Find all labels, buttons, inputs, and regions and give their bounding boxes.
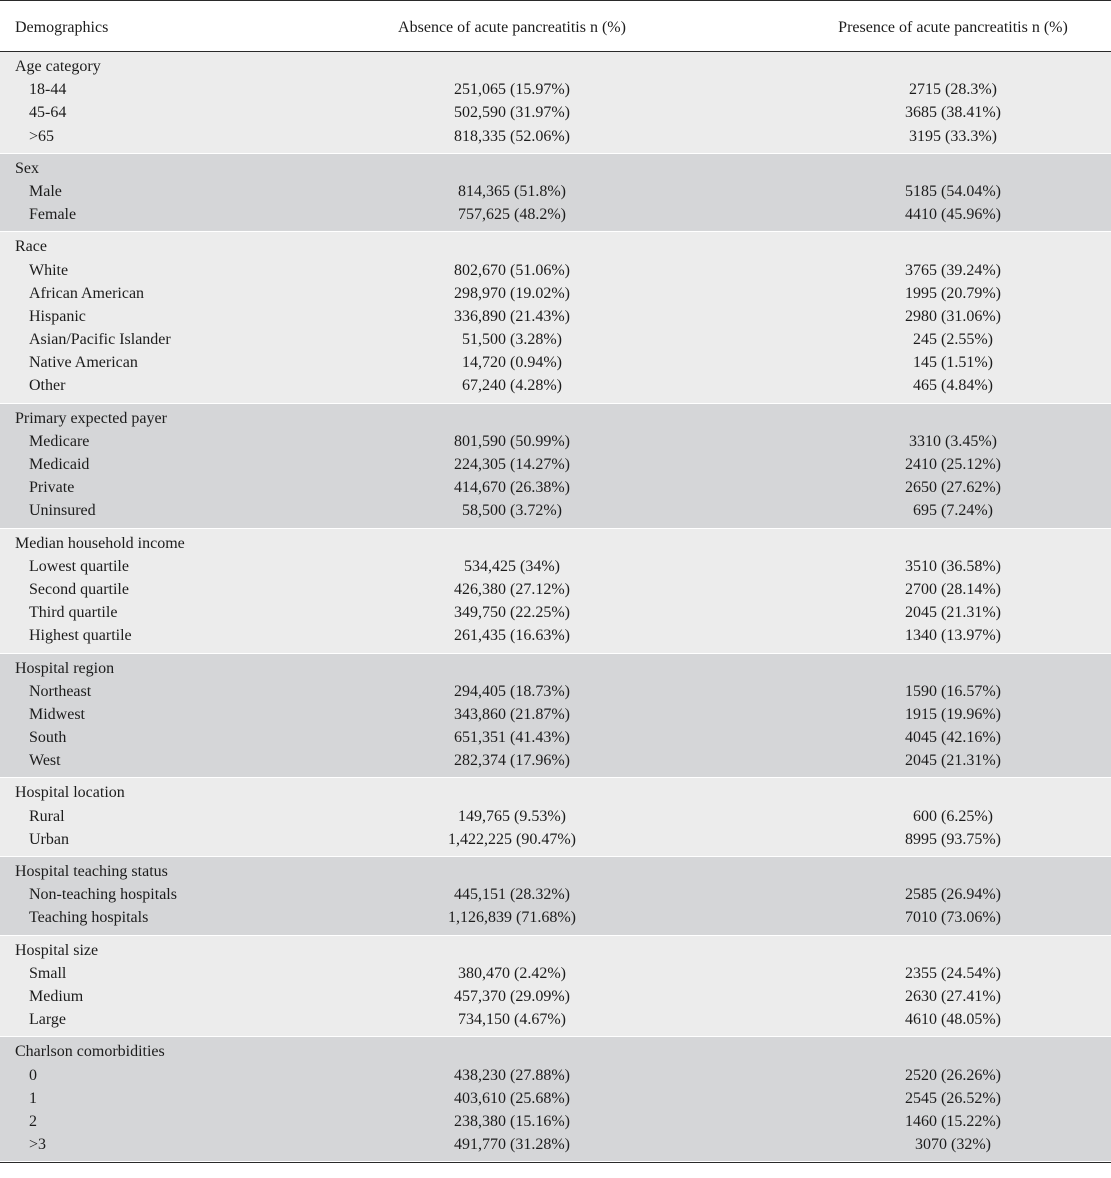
presence-value: 2520 (26.26%)	[905, 1066, 1001, 1084]
group-title-row	[0, 407, 1111, 430]
row-label: Hispanic	[29, 307, 86, 325]
absence-value: 251,065 (15.97%)	[454, 81, 570, 99]
presence-value: 7010 (73.06%)	[905, 909, 1001, 927]
table-row	[0, 476, 1111, 499]
table-row	[0, 703, 1111, 726]
table-group	[0, 52, 1111, 154]
row-label: Native American	[29, 354, 138, 372]
table-group	[0, 654, 1111, 779]
row-label: 1	[29, 1089, 37, 1107]
absence-value: 457,370 (29.09%)	[454, 987, 570, 1005]
group-title-row	[0, 55, 1111, 78]
absence-value: 58,500 (3.72%)	[462, 502, 562, 520]
presence-value: 2700 (28.14%)	[905, 580, 1001, 598]
table-row	[0, 180, 1111, 203]
group-title: Hospital size	[15, 941, 99, 959]
presence-value: 2545 (26.52%)	[905, 1089, 1001, 1107]
table-row	[0, 1064, 1111, 1087]
presence-value: 2980 (31.06%)	[905, 307, 1001, 325]
row-label: Teaching hospitals	[29, 909, 149, 927]
absence-value: 238,380 (15.16%)	[454, 1112, 570, 1130]
presence-value: 1915 (19.96%)	[905, 705, 1001, 723]
presence-value: 3510 (36.58%)	[905, 557, 1001, 575]
absence-value: 534,425 (34%)	[464, 557, 560, 575]
header-absence: Absence of acute pancreatitis n (%)	[398, 19, 626, 36]
row-label: South	[29, 729, 67, 747]
absence-value: 801,590 (50.99%)	[454, 432, 570, 450]
row-label: Lowest quartile	[29, 557, 129, 575]
absence-value: 336,890 (21.43%)	[454, 307, 570, 325]
presence-value: 3195 (33.3%)	[909, 127, 997, 145]
table-row	[0, 601, 1111, 624]
row-label: Other	[29, 377, 66, 395]
table-row	[0, 555, 1111, 578]
presence-value: 695 (7.24%)	[913, 502, 993, 520]
row-label: Medicare	[29, 432, 90, 450]
absence-value: 814,365 (51.8%)	[458, 182, 566, 200]
absence-value: 438,230 (27.88%)	[454, 1066, 570, 1084]
table-row	[0, 749, 1111, 772]
group-title: Charlson comorbidities	[15, 1043, 165, 1061]
presence-value: 4610 (48.05%)	[905, 1011, 1001, 1029]
presence-value: 4045 (42.16%)	[905, 729, 1001, 747]
group-title-row	[0, 939, 1111, 962]
table-header	[0, 0, 1111, 52]
table-row	[0, 305, 1111, 328]
table-row	[0, 1008, 1111, 1031]
table-group	[0, 529, 1111, 654]
absence-value: 51,500 (3.28%)	[462, 331, 562, 349]
table-row	[0, 828, 1111, 851]
row-label: >3	[29, 1136, 47, 1154]
row-label: Highest quartile	[29, 627, 132, 645]
table-row	[0, 883, 1111, 906]
group-title-row	[0, 657, 1111, 680]
header-demographics: Demographics	[15, 19, 109, 36]
absence-value: 349,750 (22.25%)	[454, 604, 570, 622]
presence-value: 2410 (25.12%)	[905, 456, 1001, 473]
row-label: 18-44	[29, 81, 67, 99]
absence-value: 757,625 (48.2%)	[458, 206, 566, 224]
table-row	[0, 1087, 1111, 1110]
row-label: West	[29, 752, 61, 770]
table-row	[0, 962, 1111, 985]
row-label: Non-teaching hospitals	[29, 886, 177, 904]
table-bottom-rule	[0, 1162, 1111, 1163]
table-row	[0, 624, 1111, 647]
row-label: 45-64	[29, 104, 67, 122]
table-group	[0, 857, 1111, 936]
row-label: Female	[29, 206, 77, 224]
row-label: White	[29, 261, 69, 279]
presence-value: 2355 (24.54%)	[905, 964, 1001, 982]
absence-value: 491,770 (31.28%)	[454, 1136, 570, 1154]
group-title-row	[0, 860, 1111, 883]
absence-value: 414,670 (26.38%)	[454, 479, 570, 497]
row-label: 0	[29, 1066, 37, 1084]
table-row	[0, 1133, 1111, 1156]
row-label: 2	[29, 1112, 37, 1130]
absence-value: 502,590 (31.97%)	[454, 104, 570, 122]
table-group	[0, 232, 1111, 403]
presence-value: 2045 (21.31%)	[905, 752, 1001, 770]
presence-value: 2650 (27.62%)	[905, 479, 1001, 497]
absence-value: 445,151 (28.32%)	[454, 886, 570, 904]
table-row	[0, 578, 1111, 601]
group-title: Race	[15, 238, 47, 256]
presence-value: 1460 (15.22%)	[905, 1112, 1001, 1130]
table-group	[0, 404, 1111, 529]
table-row	[0, 259, 1111, 282]
table-row	[0, 726, 1111, 749]
table-row	[0, 282, 1111, 305]
presence-value: 3310 (3.45%)	[909, 432, 997, 450]
table-row	[0, 805, 1111, 828]
row-label: Third quartile	[29, 604, 118, 622]
table-group	[0, 778, 1111, 857]
table-group	[0, 1037, 1111, 1162]
table-row	[0, 680, 1111, 703]
table-row	[0, 906, 1111, 929]
absence-value: 380,470 (2.42%)	[458, 964, 566, 982]
presence-value: 8995 (93.75%)	[905, 830, 1001, 848]
table-row	[0, 430, 1111, 453]
absence-value: 1,422,225 (90.47%)	[448, 830, 576, 848]
table-row	[0, 125, 1111, 148]
group-title: Sex	[15, 159, 39, 177]
presence-value: 2585 (26.94%)	[905, 886, 1001, 904]
presence-value: 3765 (39.24%)	[905, 261, 1001, 279]
absence-value: 67,240 (4.28%)	[462, 377, 562, 395]
row-label: Rural	[29, 807, 65, 825]
presence-value: 2045 (21.31%)	[905, 604, 1001, 622]
presence-value: 2630 (27.41%)	[905, 987, 1001, 1005]
absence-value: 298,970 (19.02%)	[454, 284, 570, 302]
presence-value: 600 (6.25%)	[913, 807, 993, 825]
table-row	[0, 78, 1111, 101]
row-label: Asian/Pacific Islander	[29, 331, 171, 349]
presence-value: 1340 (13.97%)	[905, 627, 1001, 645]
presence-value: 3070 (32%)	[915, 1136, 991, 1154]
row-label: Male	[29, 182, 62, 200]
group-title-row	[0, 157, 1111, 180]
table-row	[0, 374, 1111, 397]
table-group	[0, 936, 1111, 1038]
row-label: >65	[29, 127, 55, 145]
presence-value: 3685 (38.41%)	[905, 104, 1001, 122]
row-label: Uninsured	[29, 502, 96, 520]
presence-value: 245 (2.55%)	[913, 331, 993, 349]
presence-value: 1995 (20.79%)	[905, 284, 1001, 302]
presence-value: 145 (1.51%)	[913, 354, 993, 372]
table-row	[0, 1110, 1111, 1133]
group-title: Hospital region	[15, 659, 115, 677]
presence-value: 465 (4.84%)	[913, 377, 993, 395]
absence-value: 343,860 (21.87%)	[454, 705, 570, 723]
absence-value: 651,351 (41.43%)	[454, 729, 570, 747]
row-label: Northeast	[29, 682, 92, 700]
absence-value: 282,374 (17.96%)	[454, 752, 570, 770]
row-label: Medicaid	[29, 456, 90, 473]
group-title: Median household income	[15, 534, 185, 552]
row-label: Private	[29, 479, 75, 497]
table-row	[0, 499, 1111, 522]
absence-value: 149,765 (9.53%)	[458, 807, 566, 825]
row-label: Large	[29, 1011, 67, 1029]
absence-value: 224,305 (14.27%)	[454, 456, 570, 473]
absence-value: 403,610 (25.68%)	[454, 1089, 570, 1107]
group-title-row	[0, 235, 1111, 258]
row-label: Midwest	[29, 705, 85, 723]
group-title: Age category	[15, 58, 101, 75]
row-label: Second quartile	[29, 580, 129, 598]
table-row	[0, 328, 1111, 351]
absence-value: 294,405 (18.73%)	[454, 682, 570, 700]
presence-value: 2715 (28.3%)	[909, 81, 997, 99]
table-row	[0, 985, 1111, 1008]
row-label: Medium	[29, 987, 84, 1005]
absence-value: 261,435 (16.63%)	[454, 627, 570, 645]
row-label: Urban	[29, 830, 69, 848]
absence-value: 734,150 (4.67%)	[458, 1011, 566, 1029]
group-title-row	[0, 1040, 1111, 1063]
absence-value: 1,126,839 (71.68%)	[448, 909, 576, 927]
group-title-row	[0, 532, 1111, 555]
header-presence: Presence of acute pancreatitis n (%)	[838, 19, 1068, 36]
absence-value: 14,720 (0.94%)	[462, 354, 562, 372]
table-row	[0, 453, 1111, 476]
row-label: Small	[29, 964, 67, 982]
presence-value: 5185 (54.04%)	[905, 182, 1001, 200]
table-body	[0, 52, 1111, 1162]
table-row	[0, 101, 1111, 124]
group-title-row	[0, 781, 1111, 804]
table-row	[0, 351, 1111, 374]
group-title: Hospital location	[15, 784, 125, 802]
absence-value: 426,380 (27.12%)	[454, 580, 570, 598]
group-title: Primary expected payer	[15, 409, 167, 427]
absence-value: 802,670 (51.06%)	[454, 261, 570, 279]
table-group	[0, 154, 1111, 233]
presence-value: 1590 (16.57%)	[905, 682, 1001, 700]
absence-value: 818,335 (52.06%)	[454, 127, 570, 145]
row-label: African American	[29, 284, 145, 302]
group-title: Hospital teaching status	[15, 863, 168, 880]
presence-value: 4410 (45.96%)	[905, 206, 1001, 224]
table-row	[0, 203, 1111, 226]
